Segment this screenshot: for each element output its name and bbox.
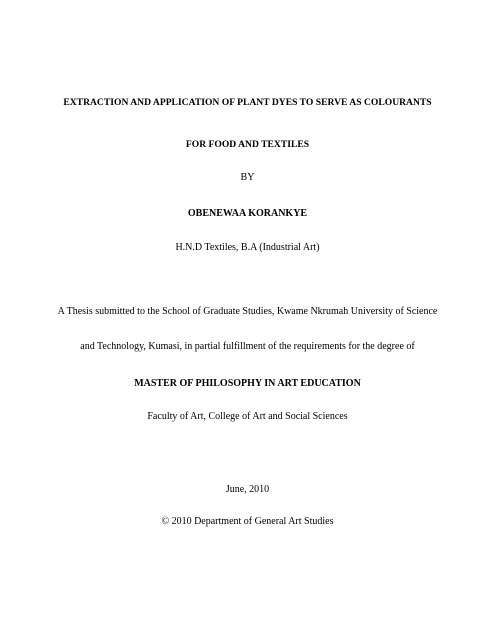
degree-name: MASTER OF PHILOSOPHY IN ART EDUCATION (134, 378, 361, 389)
thesis-title-line-2: FOR FOOD AND TEXTILES (185, 139, 310, 150)
author-name: OBENEWAA KORANKYE (187, 208, 308, 219)
submission-date: June, 2010 (225, 484, 270, 495)
by-label: BY (240, 172, 255, 183)
submission-statement-line-2: and Technology, Kumasi, in partial fulfillment of the requirements for the degree of (80, 341, 415, 352)
faculty-name: Faculty of Art, College of Art and Social Sciences (147, 411, 348, 422)
thesis-title-line-1: EXTRACTION AND APPLICATION OF PLANT DYES TO SERVE AS COLOURANTS (63, 97, 432, 108)
author-qualifications: H.N.D Textiles, B.A (Industrial Art) (175, 242, 320, 253)
copyright-notice: © 2010 Department of General Art Studies (161, 516, 334, 527)
submission-statement-line-1: A Thesis submitted to the School of Graduate Studies, Kwame Nkrumah University of Science (57, 306, 438, 317)
